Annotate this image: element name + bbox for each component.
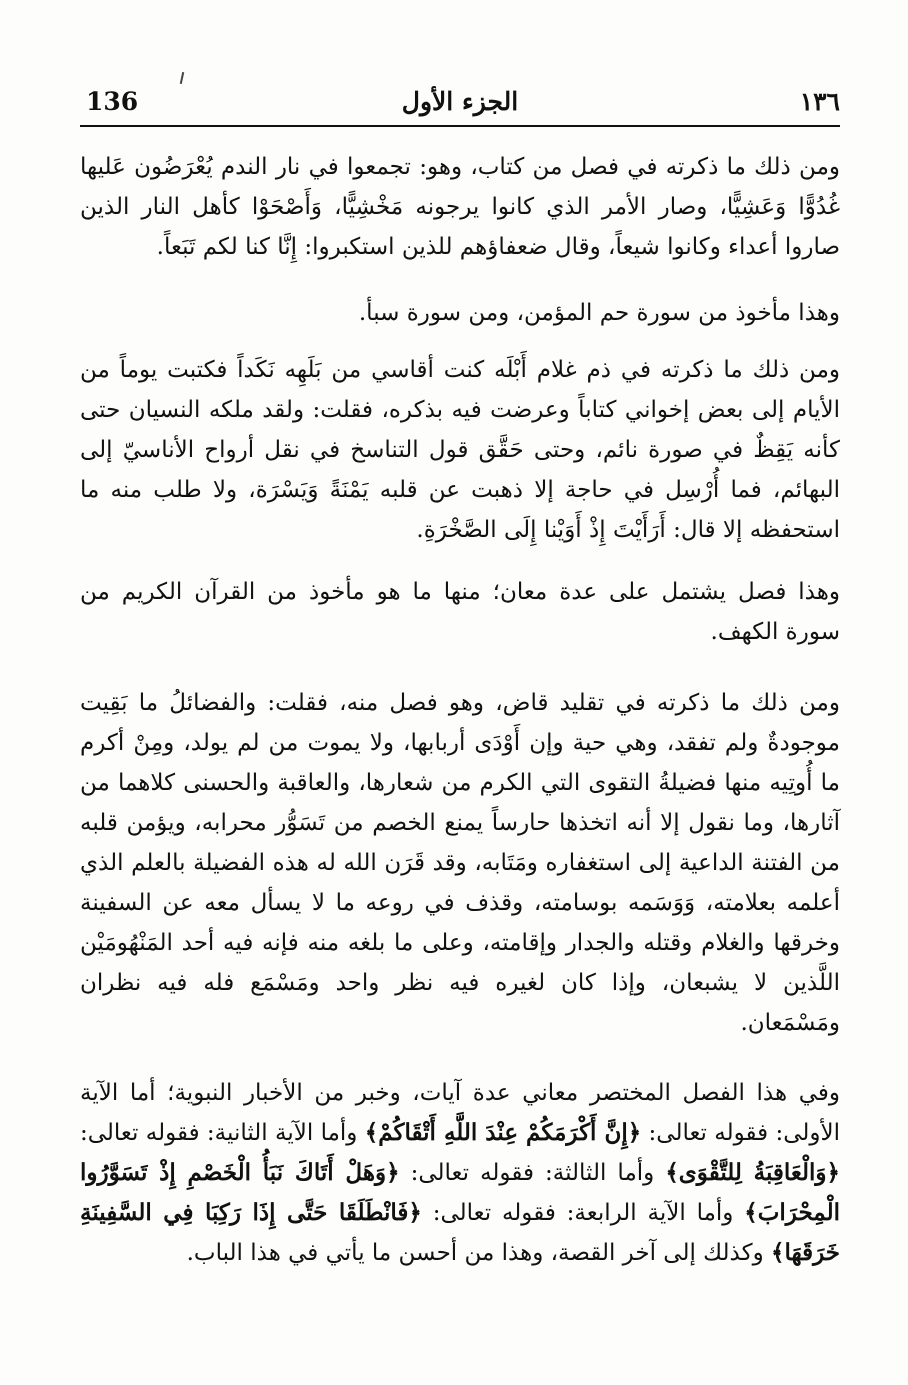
page-number-arabic: ١٣٦ [799,87,840,116]
quran-verse: ﴿وَالْعَاقِبَةُ لِلتَّقْوَى﴾ [665,1159,840,1186]
text-segment: وأما الثالثة: فقوله تعالى: [399,1160,666,1186]
quran-verse: ﴿فَانْطَلَقَا حَتَّى إِذَا رَكِبَا فِي السَّفِينَةِ خَرَقَهَا﴾ [80,1199,840,1266]
quran-verse: ﴿إِنَّ أَكْرَمَكُمْ عِنْدَ اللَّهِ أَتْقَاكُمْ﴾ [364,1119,642,1146]
text-segment: وكذلك إلى آخر القصة، وهذا من أحسن ما يأتي في هذا الباب. [186,1240,771,1266]
page-number-latin: 136 [86,87,139,116]
paragraph-4: وهذا فصل يشتمل على عدة معان؛ منها ما هو مأخوذ من القرآن الكريم من سورة الكهف. [80,579,840,645]
book-page [80,85,840,1345]
paragraph-6 [80,1073,840,1273]
text-segment: وأما الآية الرابعة: فقوله تعالى: [421,1200,745,1226]
text-segment: وأما الآية الثانية: فقوله تعالى: [80,1120,365,1146]
paragraph-5: ومن ذلك ما ذكرته في تقليد قاض، وهو فصل منه، فقلت: والفضائلُ ما بَقِيت موجودةٌ ولم تفقد، وهي حية وإن أَوْدَى أربابها، ولا يموت من لم يولد، ومِنْ أكرم ما أُوتِيه منها فضيلةُ التقوى التي الكرم من شعارها، والعاقبة والحسنى كلاهما من آثارها، وما نقول إلا أنه اتخذها حارساً يمنع الخصم من تَسَوُّر محرابه، ويؤمن قلبه من الفتنة الداعية إلى استغفاره ومَتَابه، وقد قَرَن الله له هذه الفضيلة بالعلم الذي أعلمه بعلامته، وَوَسَمه بوسامته، وقذف في روعه ما لا يسأل معه عن السفينة وخرقها والغلام وقتله والجدار وإقامته، وعلى ما بلغه منه فإنه فيه أحد المَنْهُومَيْن اللَّذين لا يشبعان، وإذا كان لغيره فيه نظر واحد ومَسْمَع فله فيه نظران ومَسْمَعان. [80,690,840,1036]
running-title: الجزء الأول [401,87,519,116]
paragraph-1: ومن ذلك ما ذكرته في فصل من كتاب، وهو: تجمعوا في نار الندم يُعْرَضُون عَليها غُدُوًّا وَعَشِيًّا، وصار الأمر الذي كانوا يرجونه مَخْشِيًّا، وَأَصْحَوْا كأهل النار الذين صاروا أعداء وكانوا شيعاً، وقال ضعفاؤهم للذين استكبروا: إِنَّا كنا لكم تَبَعاً. [80,154,840,260]
page-header [80,85,840,127]
quran-verse: ﴿وَهَلْ أَتَاكَ نَبَأُ الْخَصْمِ إِذْ تَسَوَّرُوا الْمِحْرَابَ﴾ [80,1159,840,1226]
paragraph-3: ومن ذلك ما ذكرته في ذم غلام أَبْلَه كنت أقاسي من بَلَهِه نَكَداً فكتبت يوماً من الأيام إلى بعض إخواني كتاباً وعرضت فيه بذكره، فقلت: ولقد ملكه النسيان حتى كأنه يَقِظٌ في صورة نائم، وحتى حَقَّق قول التناسخ في نقل أرواح الأناسيّ إلى البهائم، فما أُرْسِل في حاجة إلا ذهبت عن قلبه يَمْنَةً وَيَسْرَة، ولا طلب منه ما استحفظه إلا قال: أَرَأَيْتَ إِذْ أَوَيْنا إِلَى الصَّخْرَةِ. [80,357,840,543]
stray-mark [180,72,184,84]
paragraph-2: وهذا مأخوذ من سورة حم المؤمن، ومن سورة سبأ. [358,300,840,326]
text-segment: وفي هذا الفصل المختصر معاني عدة آيات، وخبر من الأخبار النبوية؛ أما الآية الأولى: فقوله تعالى: [80,1080,840,1146]
